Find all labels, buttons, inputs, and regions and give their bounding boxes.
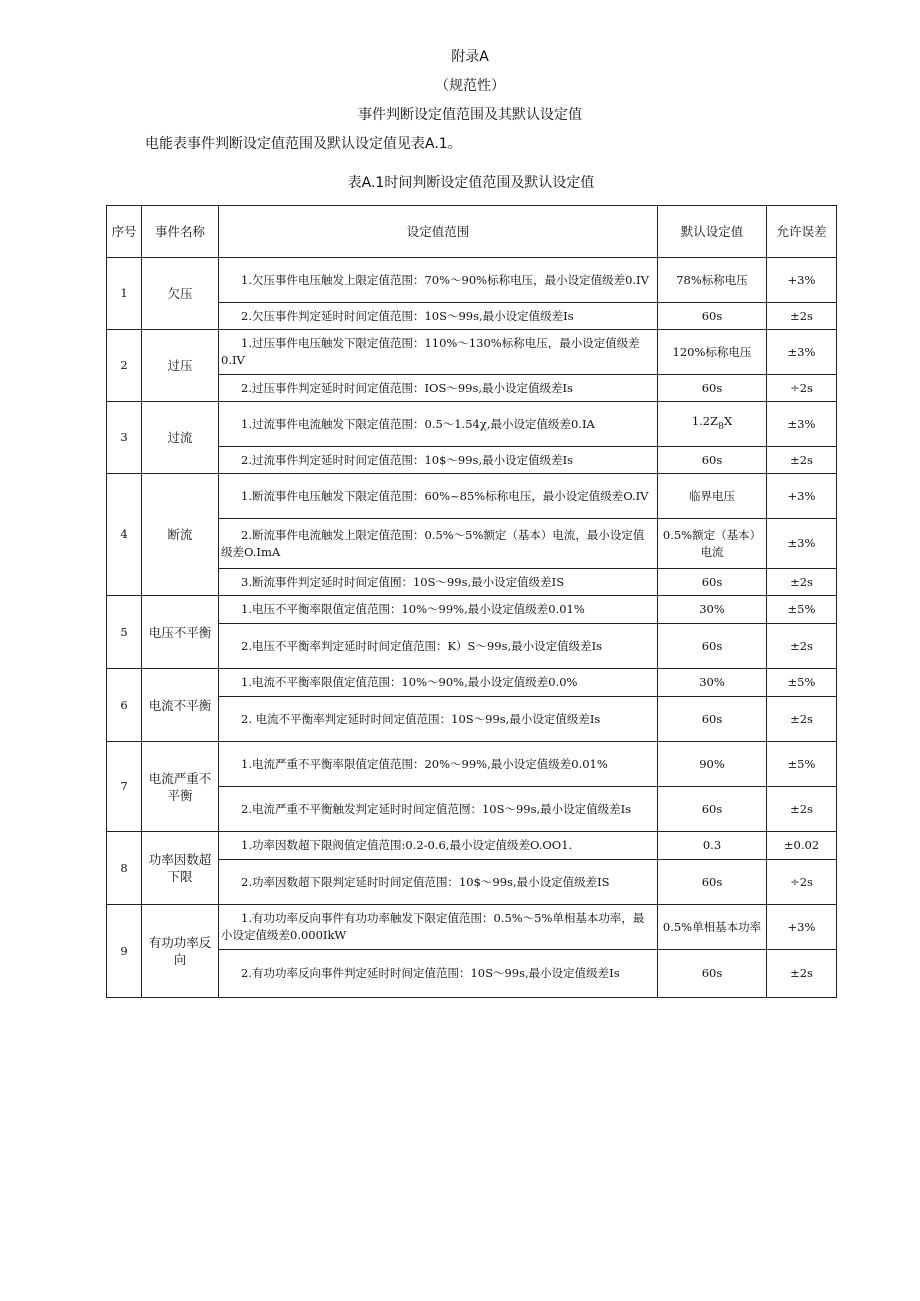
default-cell: 120%标称电压 (658, 330, 767, 375)
tolerance-cell: ±5% (767, 596, 837, 624)
default-cell: 60s (658, 303, 767, 330)
default-cell: 60s (658, 697, 767, 742)
event-name: 电流不平衡 (142, 669, 219, 742)
default-cell: 30% (658, 669, 767, 697)
range-cell (219, 950, 658, 998)
row-no: 2 (107, 330, 142, 402)
range-text: 1.欠压事件电压触发上限定值范围：70%～90%标称电压，最小设定值级差0.IV (241, 272, 649, 287)
range-text: 1.过压事件电压触发下限定值范围：110%～130%标称电压，最小设定值级差0.IV (221, 336, 640, 367)
tolerance-cell: ±3% (767, 330, 837, 375)
range-cell (219, 697, 658, 742)
tolerance-cell: ±2s (767, 787, 837, 832)
default-cell: 60s (658, 447, 767, 474)
tolerance-cell: ÷2s (767, 860, 837, 905)
header-default: 默认设定值 (658, 206, 767, 258)
row-no: 1 (107, 258, 142, 330)
intro-paragraph: 电能表事件判断设定值范围及默认设定值见表A.1。 (145, 136, 462, 152)
tolerance-cell: ±3% (767, 519, 837, 569)
default-cell: 30% (658, 596, 767, 624)
tolerance-cell: ÷2s (767, 375, 837, 402)
range-text: 1.电流严重不平衡率限值定值范围：20%～99%,最小设定值级差0.01% (241, 756, 608, 771)
appendix-label: 附录A (451, 49, 489, 65)
range-text: 1.功率因数超下限阀值定值范围:0.2-0.6,最小设定值级差O.OO1. (241, 838, 573, 852)
default-cell: 78%标称电压 (658, 258, 767, 303)
row-no: 6 (107, 669, 142, 742)
default-text-tail: X (723, 414, 733, 429)
default-cell: 0.5%单相基本功率 (658, 905, 767, 950)
table-row (107, 742, 837, 787)
range-text: 1.有功功率反向事件有功功率触发下限定值范围：0.5%～5%单相基本功率，最小设定值级差0.000IkW (221, 911, 645, 942)
range-cell (219, 596, 658, 624)
tolerance-cell: ±0.02 (767, 832, 837, 860)
range-text: 1.电流不平衡率限值定值范围：10%～90%,最小设定值级差0.0% (241, 675, 578, 689)
header-no: 序号 (107, 206, 142, 258)
default-cell: 0.5%额定（基本）电流 (658, 519, 767, 569)
event-name: 电压不平衡 (142, 596, 219, 669)
table-row (107, 832, 837, 860)
row-no: 5 (107, 596, 142, 669)
default-cell: 60s (658, 624, 767, 669)
range-text: 1.断流事件电压触发下限定值范围：60%~85%标称电压，最小设定值级差O.IV (241, 488, 649, 503)
table-row (107, 330, 837, 375)
tolerance-cell: ±3% (767, 402, 837, 447)
range-text: 2.过压事件判定延时时间定值范围：IOS～99s,最小设定值级差Is (241, 380, 573, 395)
header-tolerance: 允许误差 (767, 206, 837, 258)
range-cell (219, 447, 658, 474)
range-text: 1.电压不平衡率限值定值范围：10%～99%,最小设定值级差0.01% (241, 602, 585, 616)
default-cell: 60s (658, 950, 767, 998)
settings-table (106, 205, 837, 998)
tolerance-cell: +3% (767, 905, 837, 950)
table-row (107, 905, 837, 950)
range-text: 2.有功功率反向事件判定延时时间定值范围：10S～99s,最小设定值级差Is (241, 966, 620, 980)
row-no: 7 (107, 742, 142, 832)
default-cell: 60s (658, 375, 767, 402)
default-cell (658, 402, 767, 447)
tolerance-cell: ±2s (767, 950, 837, 998)
table-row (107, 258, 837, 303)
range-cell (219, 624, 658, 669)
tolerance-cell: ±5% (767, 669, 837, 697)
event-name: 断流 (142, 474, 219, 596)
table-row (107, 402, 837, 447)
range-text: 3.断流事件判定延时时间定值囿：10S～99s,最小设定值级差IS (241, 574, 565, 589)
range-cell (219, 519, 658, 569)
range-text: 1.过流事件电流触发下限定值范围：0.5～1.54χ,最小设定值级差0.IA (241, 416, 595, 431)
default-cell: 60s (658, 569, 767, 596)
range-cell (219, 303, 658, 330)
range-text: 2. 电流不平衡率判定延时时间定值范围：10S～99s,最小设定值级差Is (241, 711, 601, 726)
tolerance-cell: ±2s (767, 624, 837, 669)
tolerance-cell: ±2s (767, 303, 837, 330)
table-row (107, 596, 837, 624)
table-header-row (107, 206, 837, 258)
range-text: 2.欠压事件判定延时时间定值范围：10S～99s,最小设定值级差Is (241, 308, 574, 323)
row-no: 8 (107, 832, 142, 905)
default-cell: 0.3 (658, 832, 767, 860)
range-cell (219, 330, 658, 375)
range-cell (219, 375, 658, 402)
range-cell (219, 905, 658, 950)
header-event-name: 事件名称 (142, 206, 219, 258)
range-text: 2.功率因数超下限判定延时时间定值范围：10$～99s,最小设定值级差IS (241, 874, 610, 889)
range-text: 2.断流事件电流触发上限定值范围：0.5%～5%额定（基本）电流，最小设定值级差O.ImA (221, 527, 645, 559)
row-no: 3 (107, 402, 142, 474)
range-cell (219, 402, 658, 447)
range-cell (219, 787, 658, 832)
event-name: 欠压 (142, 258, 219, 330)
default-cell: 60s (658, 787, 767, 832)
range-cell (219, 258, 658, 303)
default-cell: 临界电压 (658, 474, 767, 519)
range-cell (219, 860, 658, 905)
event-name: 过流 (142, 402, 219, 474)
range-text: 2.过流事件判定延时时间定值范围：10$～99s,最小设定值级差Is (241, 452, 574, 467)
default-cell: 90% (658, 742, 767, 787)
tolerance-cell: ±5% (767, 742, 837, 787)
table-row (107, 669, 837, 697)
default-text: 1.2Z (691, 414, 719, 429)
tolerance-cell: ±2s (767, 569, 837, 596)
normative-label: （规范性） (435, 78, 505, 94)
event-name: 电流严重不平衡 (142, 742, 219, 832)
tolerance-cell: ±2s (767, 697, 837, 742)
event-name: 过压 (142, 330, 219, 402)
tolerance-cell: +3% (767, 258, 837, 303)
range-cell (219, 474, 658, 519)
appendix-title: 事件判断设定值范围及其默认设定值 (358, 107, 582, 123)
range-cell (219, 669, 658, 697)
header-range: 设定值范围 (219, 206, 658, 258)
range-text: 2.电压不平衡率判定延时时间定值范围：K）S～99s,最小设定值级差Is (241, 638, 603, 653)
default-subscript: B (718, 421, 724, 431)
tolerance-cell: +3% (767, 474, 837, 519)
table-caption: 表A.1时间判断设定值范围及默认设定值 (347, 175, 595, 191)
default-cell: 60s (658, 860, 767, 905)
range-cell (219, 742, 658, 787)
range-cell (219, 569, 658, 596)
tolerance-cell: ±2s (767, 447, 837, 474)
event-name: 有功功率反向 (142, 905, 219, 998)
range-text: 2.电流严重不平衡触发判定延时时间定值范囫：10S～99s,最小设定值级差Is (241, 801, 632, 816)
row-no: 9 (107, 905, 142, 998)
table-row (107, 474, 837, 519)
range-cell (219, 832, 658, 860)
row-no: 4 (107, 474, 142, 596)
event-name: 功率因数超下限 (142, 832, 219, 905)
